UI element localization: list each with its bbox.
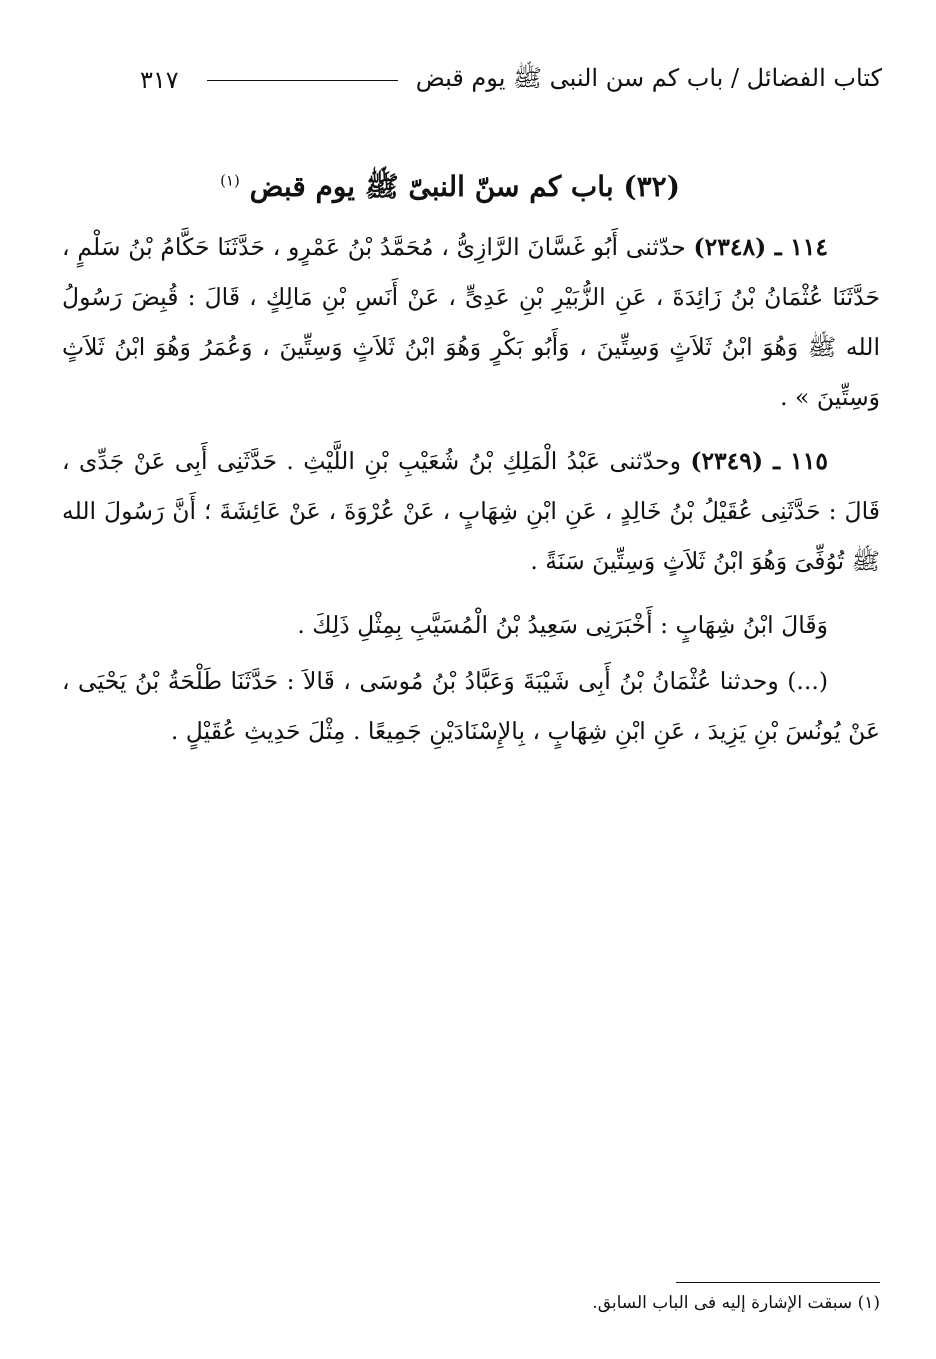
footnote bbox=[400, 1293, 880, 1313]
body-text bbox=[62, 222, 880, 770]
hadith-paragraph bbox=[62, 222, 880, 422]
chain-paragraph bbox=[62, 656, 880, 756]
chain-number: (...) bbox=[787, 667, 828, 695]
running-title: كتاب الفضائل / باب كم سن النبى ﷺ يوم قبض bbox=[415, 63, 882, 92]
hadith-text: وحدّثنى عَبْدُ الْمَلِكِ بْنُ شُعَيْبِ بْنِ اللَّيْثِ . حَدَّثَنِى أَبِى عَنْ جَدِّى ، قَالَ : حَدَّثَنِى عُقَيْلُ بْنُ خَالِدٍ ، عَنِ ابْنِ شِهَابٍ ، عَنْ عُرْوَةَ ، عَنْ عَائِشَةَ ؛ أَنَّ رَسُولَ الله ﷺ تُوُفِّىَ وَهُوَ ابْنُ ثَلاَثٍ وَسِتِّينَ سَنَةً . bbox=[62, 447, 880, 575]
footnote-text: سبقت الإشارة إليه فى الباب السابق. bbox=[592, 1293, 853, 1313]
chain-text: وحدثنا عُثْمَانُ بْنُ أَبِى شَيْبَةَ وَعَبَّادُ بْنُ مُوسَى ، قَالاَ : حَدَّثَنَا طَلْحَةُ بْنُ يَحْيَى ، عَنْ يُونُسَ بْنِ يَزِيدَ ، عَنِ ابْنِ شِهَابٍ ، بِالإِسْنَادَيْنِ جَمِيعًا . مِثْلَ حَدِيثِ عُقَيْلٍ . bbox=[62, 667, 880, 745]
footnote-rule bbox=[676, 1282, 880, 1283]
page-number: ٣١٧ bbox=[140, 66, 179, 94]
footnote-marker: (١) bbox=[857, 1293, 880, 1313]
chapter-heading bbox=[150, 170, 750, 210]
hadith-paragraph bbox=[62, 436, 880, 586]
hadith-number: ١١٥ ـ (٢٣٤٩) bbox=[690, 447, 828, 475]
narration-text: وَقَالَ ابْنُ شِهَابٍ : أَخْبَرَنِى سَعِيدُ بْنُ الْمُسَيَّبِ بِمِثْلِ ذَلِكَ . bbox=[297, 611, 828, 639]
chapter-title: (٣٢) باب كم سنّ النبىّ ﷺ يوم قبض bbox=[249, 170, 680, 203]
hadith-number: ١١٤ ـ (٢٣٤٨) bbox=[693, 233, 828, 261]
running-header bbox=[140, 62, 882, 98]
footnote-reference: (١) bbox=[220, 171, 240, 190]
header-rule bbox=[207, 80, 398, 81]
narration-paragraph bbox=[62, 600, 880, 650]
hadith-text: حدّثنى أَبُو غَسَّانَ الرَّازِىُّ ، مُحَمَّدُ بْنُ عَمْرٍو ، حَدَّثَنَا حَكَّامُ بْنُ سَلْمٍ ، حَدَّثَنَا عُثْمَانُ بْنُ زَائِدَةَ ، عَنِ الزُّبَيْرِ بْنِ عَدِىٍّ ، عَنْ أَنَسِ بْنِ مَالِكٍ ، قَالَ : قُبِضَ رَسُولُ الله ﷺ وَهُوَ ابْنُ ثَلاَثٍ وَسِتِّينَ ، وَأَبُو بَكْرٍ وَهُوَ ابْنُ ثَلاَثٍ وَسِتِّينَ ، وَعُمَرُ وَهُوَ ابْنُ ثَلاَثٍ وَسِتِّينَ » . bbox=[62, 233, 880, 411]
